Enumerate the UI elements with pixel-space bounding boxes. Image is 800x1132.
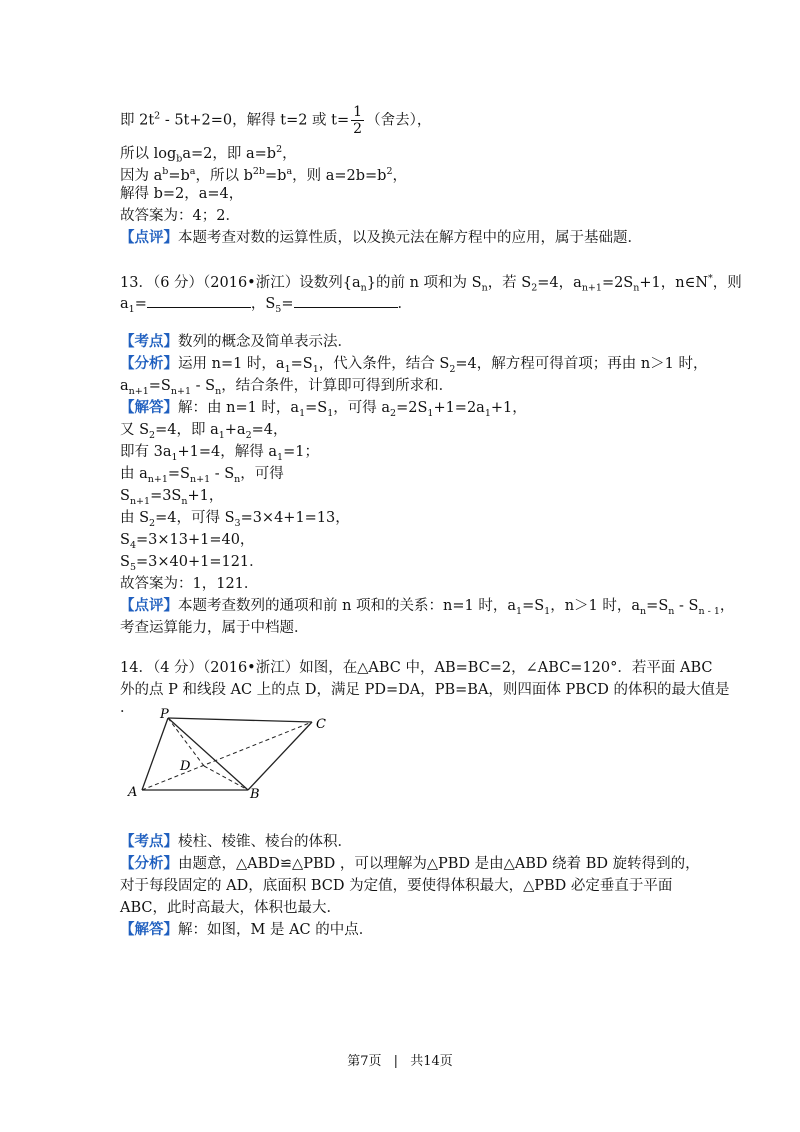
jieda-line-6: 由 $S_2=4$，可得 $S_3=3\times 4+1=13$，	[120, 510, 350, 529]
text-line: 即 $2t^2 - 5t+2=0$，解得 t=2 或 t= $\frac{1}{2}$ （舍去），	[120, 104, 432, 137]
jieda-line-9: 故答案为：1，121．	[120, 576, 259, 592]
answer-blank	[294, 293, 398, 308]
pingping-line-1: 【点评】本题考查数列的通项和前 n 项和的关系：n=1 时，$a_1=S_1$，n＞1 时，$a_n=S_n - S_{n - 1}$，	[120, 597, 735, 617]
jieda-line-8: $S_5=3\times 40+1=121$．	[120, 554, 264, 573]
question-13-line-2: $a_1=$ ，$S_5=$ ．	[120, 293, 412, 320]
kaodian-line: 【考点】数列的概念及简单表示法．	[120, 333, 352, 350]
question-14-line-2: 外的点 P 和线段 AC 上的点 D，满足 PD=DA，PB=BA，则四面体 PBCD 的体积的最大值是	[120, 682, 730, 698]
jieda-line-14: 【解答】解：如图，M 是 AC 的中点．	[120, 921, 374, 938]
fenxi-tag: 【分析】	[120, 355, 178, 372]
jieda-line-4: 由 $a_{n+1}=S_{n+1} - S_n$，可得	[120, 466, 284, 485]
question-14-line-1: 14．（4 分）（2016•浙江）如图，在△ABC 中，AB=BC=2，∠ABC=120°．若平面 ABC	[120, 660, 713, 676]
label-B: B	[250, 787, 260, 802]
label-C: C	[316, 717, 326, 732]
question-13-line-1: 13．（6 分）（2016•浙江）设数列$\{a_n\}$的前 n 项和为 $S_n$，若 $S_2=4$，$a_{n+1}=2S_n+1$，n∈N*，则	[120, 273, 742, 294]
edge-AC	[142, 722, 312, 790]
page-footer	[0, 1050, 800, 1069]
tetrahedron-figure	[120, 706, 340, 806]
jieda-line-1: 【解答】解：由 n=1 时，$a_1=S_1$，可得 $a_2=2S_1+1=2a_1+1$，	[120, 399, 527, 419]
edge-PC	[168, 718, 312, 722]
page-number: 第7页	[347, 1054, 382, 1069]
jieda-line-3: 即有 $3a_1+1=4$，解得 $a_1=1$；	[120, 444, 319, 463]
fenxi-line-14-3: ABC，此时高最大，体积也最大．	[120, 900, 341, 916]
kaodian-line-14: 【考点】棱柱、棱锥、棱台的体积．	[120, 833, 352, 850]
fenxi-tag: 【分析】	[120, 855, 178, 872]
edge-PA	[142, 718, 168, 790]
text-line: 故答案为：4；2．	[120, 208, 240, 224]
text-line: 因为 $a^b=b^a$，所以 $b^{2b}=b^a$，则 $a=2b=b^2$，	[120, 166, 408, 184]
footer-separator: |	[393, 1054, 399, 1069]
kaodian-tag: 【考点】	[120, 833, 178, 850]
question-14-line-3: ．	[120, 700, 135, 716]
page-total: 共14页	[410, 1054, 453, 1069]
text-line: 所以 $\log_ba=2$，即 $a=b^2$，	[120, 144, 297, 165]
jieda-line-2: 又 $S_2=4$，即 $a_1+a_2=4$，	[120, 422, 288, 441]
label-A: A	[128, 785, 138, 800]
fenxi-line-14-1: 【分析】由题意，△ABD≌△PBD ，可以理解为△PBD 是由△ABD 绕着 BD 旋转得到的，	[120, 855, 700, 872]
kaodian-tag: 【考点】	[120, 333, 178, 350]
fenxi-line-1: 【分析】运用 n=1 时，$a_1=S_1$，代入条件，结合 $S_2=4$，解方程可得首项；再由 n＞1 时，	[120, 355, 708, 375]
pingping-tag: 【点评】	[120, 597, 178, 614]
jieda-tag: 【解答】	[120, 399, 178, 416]
comment-line: 【点评】本题考查对数的运算性质，以及换元法在解方程中的应用，属于基础题．	[120, 229, 642, 246]
fenxi-line-14-2: 对于每段固定的 AD，底面积 BCD 为定值，要使得体积最大，△PBD 必定垂直于平面	[120, 878, 673, 894]
jieda-tag: 【解答】	[120, 921, 178, 938]
fenxi-line-2: $a_{n+1}=S_{n+1} - S_n$，结合条件，计算即可得到所求和．	[120, 378, 454, 397]
pingping-line-2: 考查运算能力，属于中档题．	[120, 620, 309, 636]
label-P: P	[160, 707, 169, 722]
edge-PB	[168, 718, 248, 790]
jieda-line-7: $S_4=3\times 13+1=40$，	[120, 532, 255, 551]
answer-blank	[147, 293, 251, 308]
comment-tag: 【点评】	[120, 229, 178, 246]
label-D: D	[180, 759, 191, 774]
edge-BC	[248, 722, 312, 790]
jieda-line-5: $S_{n+1}=3S_n+1$，	[120, 488, 224, 507]
fraction: $\frac{1}{2}$	[353, 104, 363, 137]
text-line: 解得 b=2，a=4，	[120, 186, 244, 202]
